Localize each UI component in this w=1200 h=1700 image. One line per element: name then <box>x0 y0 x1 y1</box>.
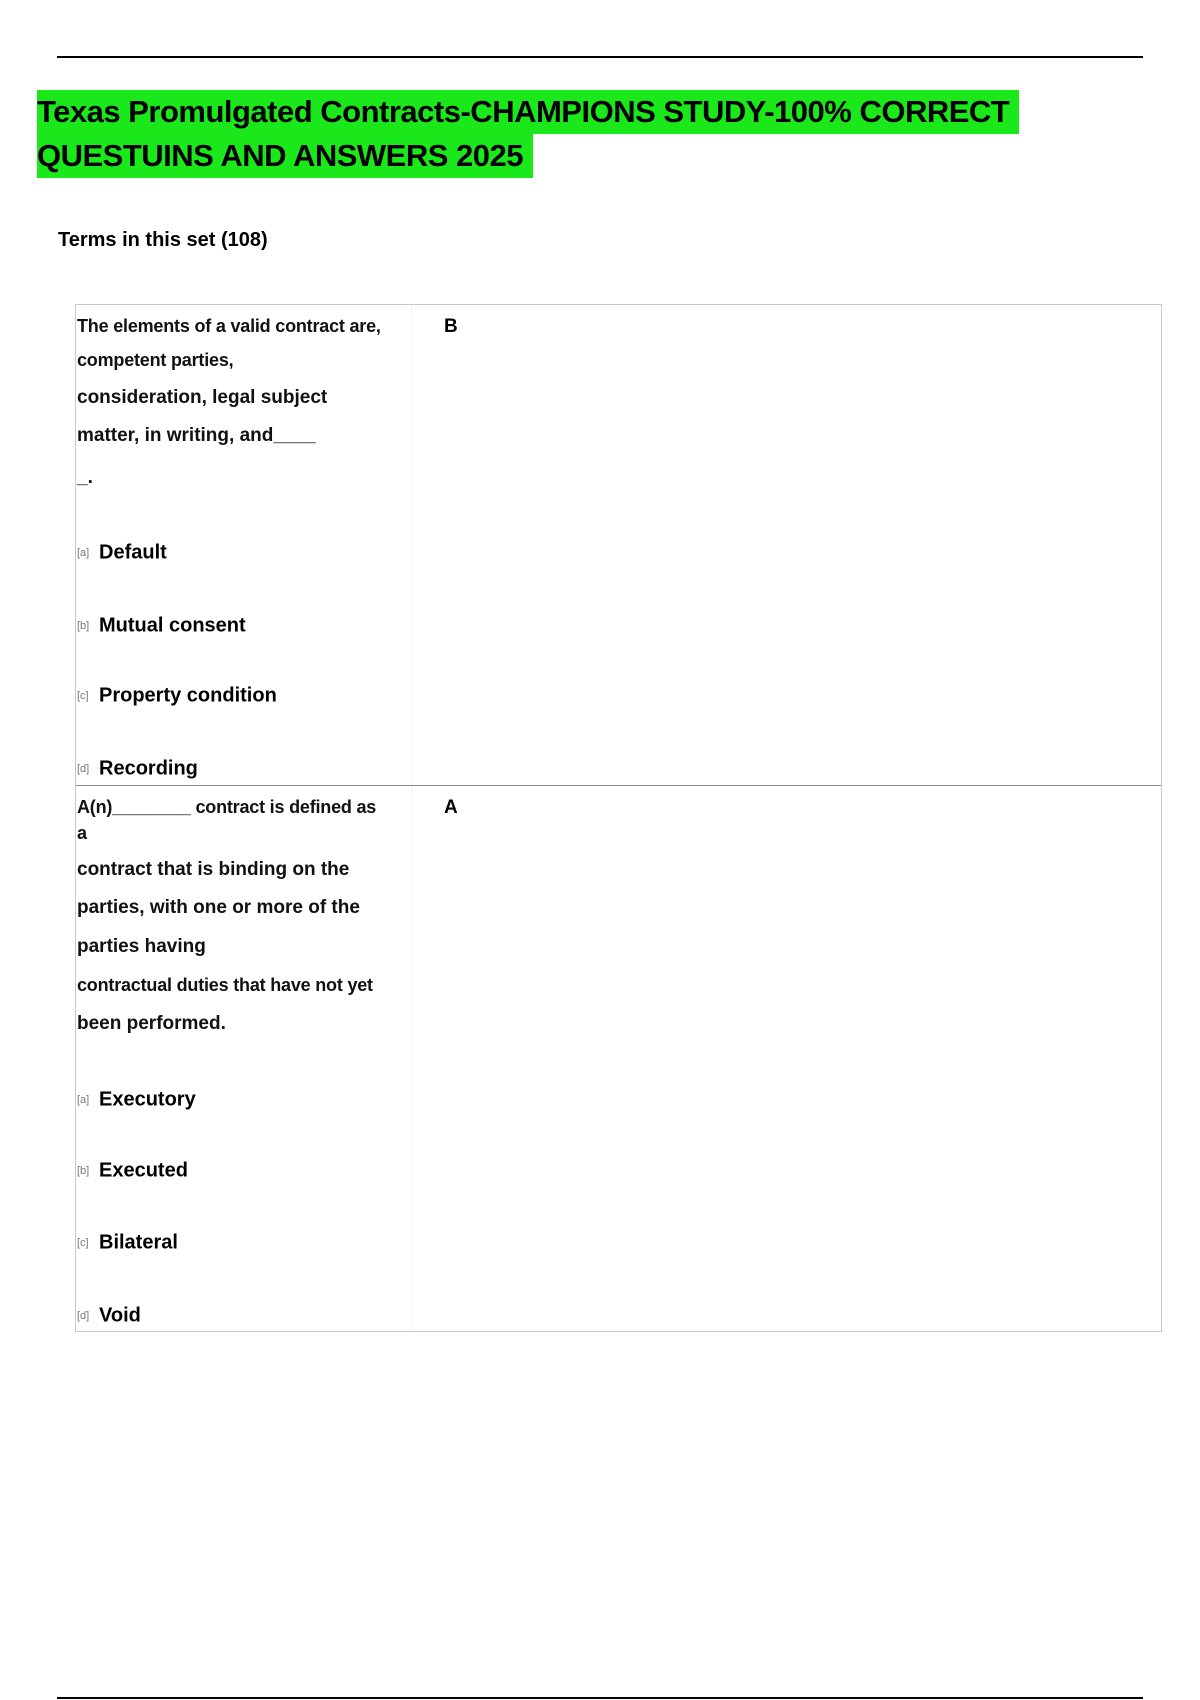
option-letter: [b] <box>77 1164 90 1177</box>
answer-cell: B <box>444 316 458 337</box>
answer-option <box>77 612 246 639</box>
flashcard-table <box>75 304 1162 1332</box>
question-line: parties, with one or more of the <box>77 897 360 918</box>
terms-count: Terms in this set (108) <box>58 229 268 251</box>
answer-option <box>77 1229 178 1256</box>
question-line: been performed. <box>77 1013 226 1034</box>
question-line: parties having <box>77 936 206 957</box>
answer-option <box>77 755 198 782</box>
title-line-2: QUESTUINS AND ANSWERS 2025 <box>37 134 533 178</box>
option-letter: [d] <box>77 1309 90 1322</box>
title-line-1: Texas Promulgated Contracts-CHAMPIONS STUDY-100% CORRECT <box>37 90 1019 134</box>
option-letter: [d] <box>77 762 90 775</box>
footer-rule <box>57 1697 1143 1699</box>
flashcard-row <box>76 785 1161 1331</box>
option-letter: [a] <box>77 546 90 559</box>
question-line: A(n)________ contract is defined as <box>77 797 377 817</box>
question-line: matter, in writing, and____ <box>77 425 316 446</box>
option-text: Bilateral <box>99 1231 178 1254</box>
answer-option <box>77 539 167 566</box>
question-line: contract that is binding on the <box>77 859 350 880</box>
header-rule <box>57 56 1143 58</box>
question-line: competent parties, <box>77 350 234 370</box>
document-title <box>37 90 1037 178</box>
option-text: Executed <box>99 1159 188 1182</box>
answer-option <box>77 682 277 709</box>
question-line: contractual duties that have not yet <box>77 975 373 995</box>
option-text: Executory <box>99 1088 196 1111</box>
option-text: Recording <box>99 757 198 780</box>
question-line: The elements of a valid contract are, <box>77 316 381 336</box>
answer-cell: A <box>444 797 458 818</box>
option-letter: [c] <box>77 1236 89 1249</box>
question-cell <box>76 786 412 1331</box>
question-line: a <box>77 823 87 843</box>
answer-option <box>77 1157 188 1184</box>
option-text: Mutual consent <box>99 614 246 637</box>
question-line: _. <box>77 467 93 488</box>
option-text: Void <box>99 1304 141 1327</box>
question-line: consideration, legal subject <box>77 387 328 408</box>
answer-option <box>77 1086 196 1113</box>
answer-option <box>77 1302 141 1329</box>
question-cell <box>76 305 412 785</box>
option-text: Default <box>99 541 167 564</box>
option-text: Property condition <box>99 684 277 707</box>
option-letter: [b] <box>77 619 90 632</box>
flashcard-row <box>76 305 1161 785</box>
option-letter: [c] <box>77 689 89 702</box>
option-letter: [a] <box>77 1093 90 1106</box>
